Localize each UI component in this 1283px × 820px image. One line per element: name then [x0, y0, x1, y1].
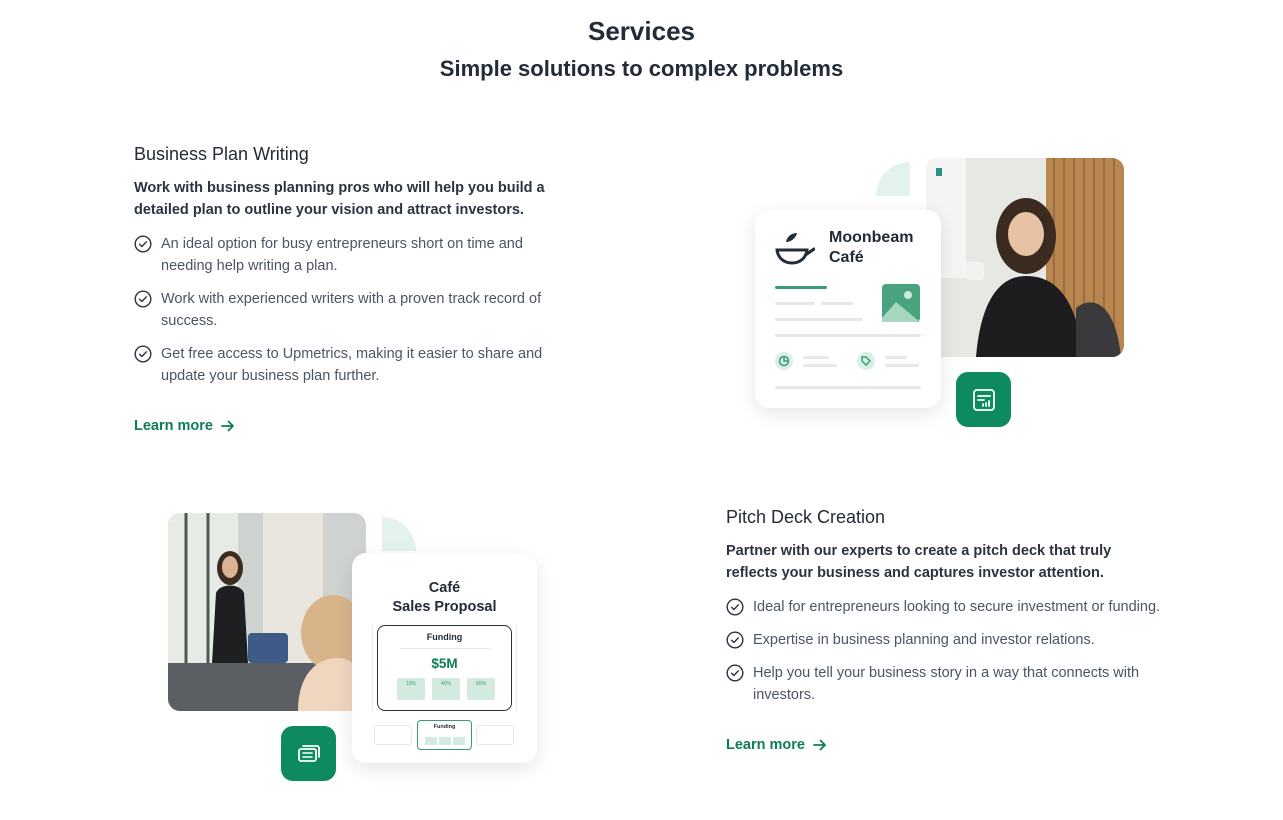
meeting-presentation-image: [168, 513, 366, 711]
check-circle-icon: [726, 664, 744, 682]
learn-more-label: Learn more: [726, 737, 805, 753]
arrow-right-icon: [221, 420, 235, 432]
divider: [400, 648, 490, 649]
list-item: [134, 343, 574, 387]
mini-stat: 40%: [432, 678, 460, 700]
placeholder-line: [821, 302, 853, 305]
decorative-quarter-circle: [382, 517, 416, 551]
list-item: [134, 288, 574, 332]
placeholder-line: [803, 356, 829, 359]
pie-chart-icon: [775, 352, 793, 370]
service-title: Pitch Deck Creation: [726, 507, 886, 527]
list-item: [726, 629, 1166, 651]
slide-thumbnail: [374, 725, 412, 745]
divider: [516, 625, 517, 711]
check-circle-icon: [134, 235, 152, 253]
arrow-right-icon: [813, 739, 827, 751]
placeholder-line: [775, 302, 815, 305]
placeholder-line: [803, 364, 837, 367]
thumbnail-block: [439, 737, 451, 745]
service-pitch-deck: [726, 507, 1166, 754]
list-item-text: An ideal option for busy entrepreneurs short on time and needing help writing a plan.: [161, 236, 523, 274]
presentation-photo: [168, 513, 366, 711]
learn-more-label: Learn more: [134, 418, 213, 434]
bowl-logo-icon: [775, 232, 815, 266]
list-item-text: Help you tell your business story in a way that connects with investors.: [753, 665, 1140, 703]
funding-value: $5M: [431, 656, 458, 671]
card-title-line: Café: [428, 580, 461, 596]
learn-more-link[interactable]: [726, 737, 827, 753]
pitch-deck-illustration: [160, 505, 560, 790]
card-title-line: Café: [829, 249, 864, 266]
woman-with-coffee-image: [926, 158, 1124, 357]
list-item: [726, 662, 1166, 706]
funding-label: Funding: [426, 632, 463, 642]
entrepreneur-photo: [926, 158, 1124, 357]
tag-icon: [857, 352, 875, 370]
list-item-text: Ideal for entrepreneurs looking to secure investment or funding.: [753, 599, 1161, 615]
list-item: [726, 596, 1166, 618]
feature-list: [134, 233, 574, 387]
placeholder-line: [775, 334, 921, 337]
thumbnail-label: Funding: [433, 724, 456, 730]
check-circle-icon: [134, 290, 152, 308]
report-badge: [956, 372, 1011, 427]
placeholder-line: [885, 364, 919, 367]
decorative-quarter-circle: [876, 162, 910, 196]
page-subtitle: Simple solutions to complex problems: [439, 56, 844, 81]
slide-thumbnail: [476, 725, 514, 745]
slides-icon: [296, 741, 322, 767]
service-lead: Work with business planning pros who will help you build a detailed plan to outline your vision and attract investors.: [134, 180, 545, 218]
accent-line: [775, 286, 827, 289]
slide-thumbnail-active: [417, 720, 472, 750]
list-item: [134, 233, 574, 277]
card-title: [352, 579, 537, 617]
placeholder-line: [775, 386, 921, 389]
card-title-line: Sales Proposal: [392, 599, 497, 615]
service-lead: Partner with our experts to create a pitch deck that truly reflects your business and captures investor attention.: [726, 543, 1112, 581]
feature-list: [726, 596, 1166, 706]
placeholder-line: [775, 318, 863, 321]
learn-more-link[interactable]: [134, 418, 235, 434]
list-item-text: Get free access to Upmetrics, making it easier to share and update your business plan further.: [161, 346, 543, 384]
slides-badge: [281, 726, 336, 781]
placeholder-line: [885, 356, 907, 359]
check-circle-icon: [726, 598, 744, 616]
report-chart-icon: [971, 387, 997, 413]
list-item-text: Work with experienced writers with a proven track record of success.: [161, 291, 542, 329]
funding-slide: [377, 625, 512, 711]
card-title-line: Moonbeam: [829, 229, 914, 246]
check-circle-icon: [134, 345, 152, 363]
sales-proposal-card: [352, 553, 537, 763]
page-title: Services: [588, 16, 695, 46]
business-plan-illustration: [740, 150, 1140, 440]
service-title: Business Plan Writing: [134, 144, 309, 164]
check-circle-icon: [726, 631, 744, 649]
list-item-text: Expertise in business planning and investor relations.: [753, 632, 1095, 648]
divider: [372, 625, 373, 711]
business-plan-card: [755, 210, 941, 408]
thumbnail-block: [425, 737, 437, 745]
thumbnail-block: [453, 737, 465, 745]
mini-stat: 50%: [467, 678, 495, 700]
card-title: [829, 228, 913, 268]
service-business-plan: [134, 144, 574, 435]
mini-stat: 10%: [397, 678, 425, 700]
image-placeholder-icon: [882, 284, 920, 322]
